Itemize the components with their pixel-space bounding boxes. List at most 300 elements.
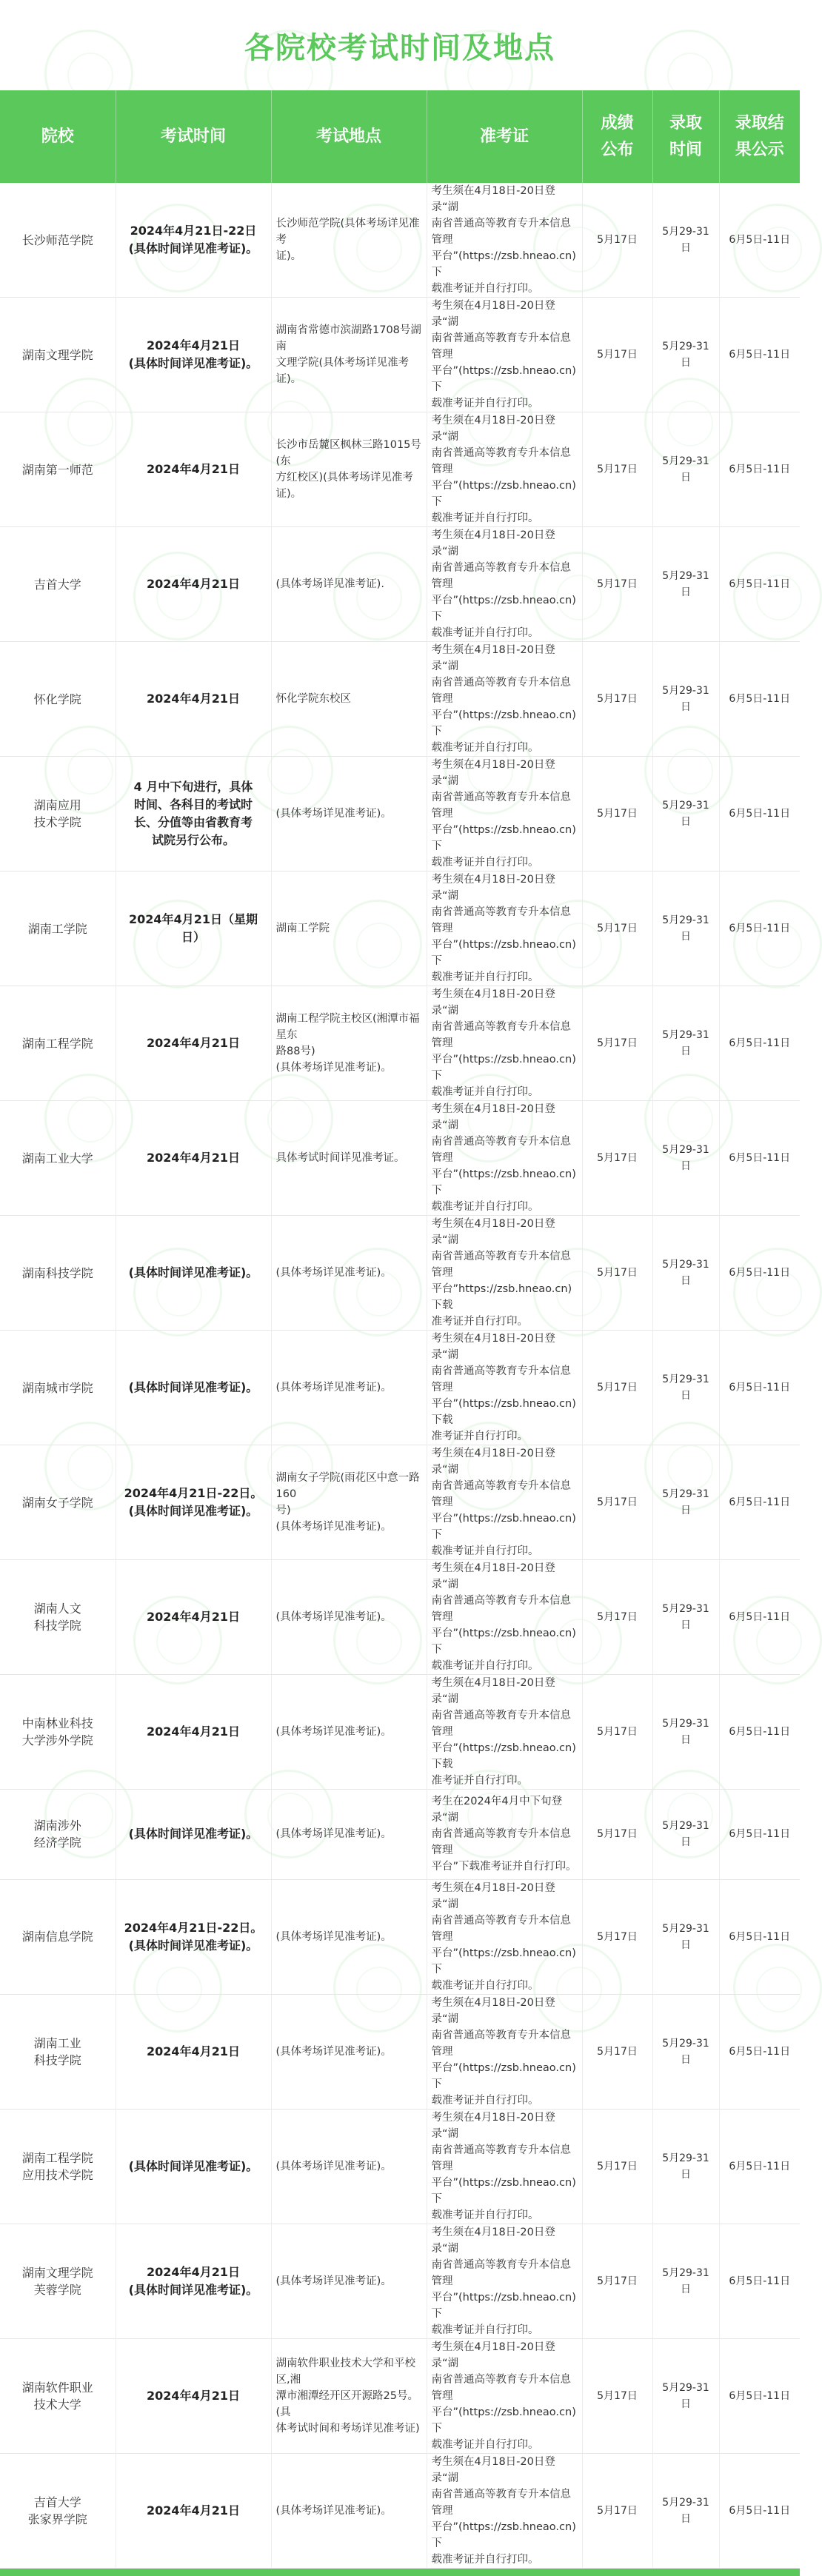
cell-score-release: 5月17日 bbox=[582, 1790, 652, 1880]
cell-school-line: 湖南应用 bbox=[33, 798, 81, 812]
cell-exam-place-line: 体考试时间和考场详见准考证) bbox=[275, 2422, 420, 2435]
cell-school-line: 长沙师范学院 bbox=[21, 232, 93, 247]
cell-school bbox=[0, 1879, 116, 1994]
cell-admission-ticket-line: 平台”(https://zsb.hneao.cn)下 bbox=[431, 480, 576, 508]
cell-score-release: 5月17日 bbox=[582, 412, 652, 527]
cell-exam-place-line: (具体考场详见准考证)。 bbox=[275, 1521, 392, 1533]
cell-exam-time bbox=[116, 757, 271, 872]
cell-result-publicity: 6月5日-11日 bbox=[729, 349, 791, 361]
cell-school-line: 湖南女子学院 bbox=[21, 1495, 93, 1510]
cell-admission-ticket-line: 载准考证并自行打印。 bbox=[431, 857, 539, 869]
cell-exam-place-line: 怀化学院东校区 bbox=[275, 693, 351, 705]
table-row bbox=[0, 2338, 800, 2453]
cell-admission-ticket-line: 载准考证并自行打印。 bbox=[431, 2209, 539, 2221]
cell-result-publicity: 6月5日-11日 bbox=[729, 1152, 791, 1164]
cell-admission-ticket bbox=[427, 2453, 582, 2568]
cell-school-line: 湖南人文 bbox=[33, 1602, 81, 1616]
table-row bbox=[0, 642, 800, 757]
cell-school bbox=[0, 642, 116, 757]
header-admission-ticket: 准考证 bbox=[427, 90, 582, 183]
cell-admission-ticket-line: 考生在2024年4月中下旬登录“湖 bbox=[431, 1796, 563, 1824]
cell-admission-time: 5月29-31日 bbox=[652, 412, 719, 527]
table-row bbox=[0, 1216, 800, 1331]
cell-admission-time: 5月29-31日 bbox=[652, 1445, 719, 1560]
cell-exam-place bbox=[271, 412, 427, 527]
header-exam-time: 考试时间 bbox=[116, 90, 271, 183]
cell-exam-time-line: 2024年4月21日-22日。 bbox=[124, 1920, 263, 1935]
cell-admission-ticket-line: 南省普通高等教育专升本信息管理 bbox=[431, 2258, 571, 2287]
cell-score-release: 5月17日 bbox=[582, 2224, 652, 2338]
cell-school bbox=[0, 1560, 116, 1675]
cell-admission-ticket-line: 平台”(https://zsb.hneao.cn)下 bbox=[431, 709, 576, 737]
cell-admission-ticket-line: 南省普通高等教育专升本信息管理 bbox=[431, 332, 571, 361]
cell-result-publicity: 6月5日-11日 bbox=[729, 1037, 791, 1049]
cell-exam-place-line: (具体考场详见准考证)。 bbox=[275, 1267, 392, 1279]
table-row bbox=[0, 1790, 800, 1880]
cell-exam-time-line: 2024年4月21日 bbox=[147, 2503, 240, 2518]
cell-exam-time-line: 2024年4月21日 bbox=[147, 577, 240, 591]
cell-admission-ticket bbox=[427, 1101, 582, 1216]
cell-exam-time-line: (具体时间详见准考证)。 bbox=[128, 356, 258, 370]
cell-exam-time-line: (具体时间详见准考证)。 bbox=[128, 2158, 258, 2173]
table-row bbox=[0, 1994, 800, 2109]
cell-admission-ticket-line: 南省普通高等教育专升本信息管理 bbox=[431, 906, 571, 934]
cell-result-publicity: 6月5日-11日 bbox=[729, 808, 791, 820]
cell-result-publicity: 6月5日-11日 bbox=[729, 2160, 791, 2172]
cell-exam-place bbox=[271, 183, 427, 298]
cell-exam-time-line: 2024年4月21日 bbox=[147, 1610, 240, 1624]
cell-exam-place-line: 湖南工程学院主校区(湘潭市福星东 bbox=[275, 1013, 420, 1041]
cell-exam-time-line: 2024年4月21日（星期日） bbox=[129, 912, 258, 944]
cell-exam-place bbox=[271, 872, 427, 986]
cell-exam-place-line: (具体考场详见准考证). bbox=[275, 578, 384, 590]
cell-admission-ticket bbox=[427, 872, 582, 986]
cell-admission-ticket bbox=[427, 986, 582, 1101]
cell-school bbox=[0, 1445, 116, 1560]
cell-exam-place bbox=[271, 1560, 427, 1675]
cell-score-release: 5月17日 bbox=[582, 527, 652, 642]
cell-exam-time bbox=[116, 872, 271, 986]
cell-exam-time bbox=[116, 183, 271, 298]
cell-school bbox=[0, 1216, 116, 1331]
cell-exam-time bbox=[116, 2338, 271, 2453]
cell-exam-place bbox=[271, 1331, 427, 1445]
cell-school-line: 中南林业科技 bbox=[21, 1716, 93, 1730]
cell-exam-place-line: 湖南女子学院(雨花区中意一路160 bbox=[275, 1472, 420, 1500]
cell-admission-ticket-line: 平台”下载准考证并自行打印。 bbox=[431, 1861, 577, 1873]
cell-school-line: 湖南信息学院 bbox=[21, 1930, 93, 1944]
cell-admission-ticket-line: 平台”(https://zsb.hneao.cn)下载 bbox=[431, 1398, 576, 1426]
cell-admission-ticket-line: 南省普通高等教育专升本信息管理 bbox=[431, 447, 571, 475]
cell-exam-place-line: (具体考场详见准考证)。 bbox=[275, 808, 392, 820]
cell-admission-ticket-line: 考生须在4月18日-20日登录“湖 bbox=[431, 1218, 555, 1246]
cell-admission-time: 5月29-31日 bbox=[652, 1216, 719, 1331]
cell-admission-ticket bbox=[427, 2224, 582, 2338]
cell-admission-ticket-line: 南省普通高等教育专升本信息管理 bbox=[431, 1480, 571, 1508]
cell-admission-ticket-line: 平台”(https://zsb.hneao.cn)下 bbox=[431, 2406, 576, 2435]
cell-school-line: 湖南文理学院 bbox=[21, 2265, 93, 2280]
cell-admission-ticket-line: 平台”(https://zsb.hneao.cn)下 bbox=[431, 595, 576, 623]
cell-admission-ticket-line: 载准考证并自行打印。 bbox=[431, 2324, 539, 2336]
cell-admission-ticket bbox=[427, 1879, 582, 1994]
cell-admission-ticket-line: 平台”(https://zsb.hneao.cn)下 bbox=[431, 824, 576, 852]
cell-score-release: 5月17日 bbox=[582, 642, 652, 757]
cell-exam-place-line: (具体考场详见准考证)。 bbox=[275, 1828, 392, 1841]
table-row bbox=[0, 412, 800, 527]
cell-admission-ticket-line: 南省普通高等教育专升本信息管理 bbox=[431, 1021, 571, 1049]
cell-admission-ticket-line: 考生须在4月18日-20日登录“湖 bbox=[431, 1562, 555, 1590]
cell-result-publicity: 6月5日-11日 bbox=[729, 1726, 791, 1738]
cell-admission-ticket-line: 南省普通高等教育专升本信息管理 bbox=[431, 2029, 571, 2058]
cell-admission-ticket-line: 准考证并自行打印。 bbox=[431, 1316, 528, 1328]
cell-exam-time-line: (具体时间详见准考证)。 bbox=[128, 1380, 258, 1394]
cell-score-release: 5月17日 bbox=[582, 1675, 652, 1790]
cell-exam-place-line: 潭市湘潭经开区开源路25号。(具 bbox=[275, 2389, 418, 2418]
cell-exam-time-line: 2024年4月21日-22日 bbox=[130, 224, 257, 238]
cell-exam-place bbox=[271, 1790, 427, 1880]
cell-school bbox=[0, 757, 116, 872]
cell-admission-time: 5月29-31日 bbox=[652, 1560, 719, 1675]
cell-school-line: 湖南工学院 bbox=[27, 921, 87, 936]
cell-admission-ticket-line: 平台”(https://zsb.hneao.cn)下 bbox=[431, 365, 576, 393]
cell-school-line: 湖南第一师范 bbox=[21, 462, 93, 477]
cell-admission-ticket bbox=[427, 1994, 582, 2109]
cell-score-release: 5月17日 bbox=[582, 1331, 652, 1445]
cell-exam-place bbox=[271, 2453, 427, 2568]
cell-exam-time-line: 2024年4月21日 bbox=[147, 1036, 240, 1050]
cell-admission-time: 5月29-31日 bbox=[652, 986, 719, 1101]
cell-admission-ticket-line: 南省普通高等教育专升本信息管理 bbox=[431, 1365, 571, 1394]
cell-exam-place bbox=[271, 1216, 427, 1331]
cell-exam-place-line: (具体考场详见准考证)。 bbox=[275, 1382, 392, 1394]
cell-exam-time-line: 长、分值等由省教育考 bbox=[133, 815, 253, 829]
cell-score-release: 5月17日 bbox=[582, 183, 652, 298]
cell-exam-time-line: 2024年4月21日 bbox=[147, 2264, 240, 2279]
cell-admission-ticket-line: 载准考证并自行打印。 bbox=[431, 398, 539, 409]
cell-admission-ticket-line: 载准考证并自行打印。 bbox=[431, 1201, 539, 1213]
cell-admission-ticket-line: 准考证并自行打印。 bbox=[431, 1431, 528, 1442]
cell-school-line: 科技学院 bbox=[33, 2053, 81, 2067]
cell-score-release: 5月17日 bbox=[582, 1994, 652, 2109]
cell-admission-ticket-line: 考生须在4月18日-20日登录“湖 bbox=[431, 529, 555, 558]
cell-admission-ticket-line: 南省普通高等教育专升本信息管理 bbox=[431, 2144, 571, 2172]
cell-admission-time: 5月29-31日 bbox=[652, 2453, 719, 2568]
cell-admission-ticket-line: 平台”(https://zsb.hneao.cn)下 bbox=[431, 1168, 576, 1197]
cell-admission-ticket-line: 平台”(https://zsb.hneao.cn)下 bbox=[431, 2520, 576, 2549]
cell-exam-time-line: (具体时间详见准考证)。 bbox=[128, 241, 258, 255]
cell-school-line: 湖南文理学院 bbox=[21, 347, 93, 362]
cell-admission-time: 5月29-31日 bbox=[652, 2338, 719, 2453]
cell-school-line: 怀化学院 bbox=[33, 692, 81, 706]
cell-school-line: 湖南城市学院 bbox=[21, 1380, 93, 1395]
cell-admission-ticket bbox=[427, 1790, 582, 1880]
cell-admission-ticket-line: 平台”https://zsb.hneao.cn)下载 bbox=[431, 1283, 572, 1311]
cell-exam-place-line: 长沙市岳麓区枫林三路1015号(东 bbox=[275, 439, 421, 467]
cell-school bbox=[0, 1331, 116, 1445]
cell-exam-place bbox=[271, 1994, 427, 2109]
cell-exam-time bbox=[116, 2109, 271, 2224]
cell-admission-ticket-line: 南省普通高等教育专升本信息管理 bbox=[431, 1914, 571, 1943]
cell-admission-ticket-line: 载准考证并自行打印。 bbox=[431, 2553, 539, 2566]
cell-school-line: 吉首大学 bbox=[33, 577, 81, 592]
cell-admission-ticket-line: 载准考证并自行打印。 bbox=[431, 283, 539, 295]
cell-admission-ticket-line: 考生须在4月18日-20日登录“湖 bbox=[431, 1677, 555, 1705]
cell-admission-time: 5月29-31日 bbox=[652, 1879, 719, 1994]
cell-admission-ticket-line: 考生须在4月18日-20日登录“湖 bbox=[431, 874, 555, 902]
cell-exam-time-line: 2024年4月21日 bbox=[147, 692, 240, 706]
cell-result-publicity: 6月5日-11日 bbox=[729, 1828, 791, 1841]
table-row bbox=[0, 183, 800, 298]
cell-admission-time: 5月29-31日 bbox=[652, 183, 719, 298]
cell-admission-ticket-line: 南省普通高等教育专升本信息管理 bbox=[431, 792, 571, 820]
cell-school bbox=[0, 412, 116, 527]
cell-result-publicity: 6月5日-11日 bbox=[729, 923, 791, 934]
cell-admission-ticket-line: 考生须在4月18日-20日登录“湖 bbox=[431, 1103, 555, 1131]
cell-admission-ticket-line: 考生须在4月18日-20日登录“湖 bbox=[431, 1448, 555, 1476]
cell-admission-time: 5月29-31日 bbox=[652, 757, 719, 872]
cell-school-line: 湖南工业大学 bbox=[21, 1151, 93, 1165]
header-result-publicity: 录取结 果公示 bbox=[735, 113, 784, 159]
cell-admission-ticket bbox=[427, 642, 582, 757]
cell-school-line: 吉首大学 bbox=[33, 2495, 81, 2509]
cell-admission-ticket-line: 考生须在4月18日-20日登录“湖 bbox=[431, 415, 555, 443]
table-header bbox=[0, 90, 800, 183]
cell-exam-time-line: (具体时间详见准考证)。 bbox=[128, 1938, 258, 1953]
cell-admission-ticket-line: 平台”(https://zsb.hneao.cn)下 bbox=[431, 939, 576, 967]
cell-admission-ticket-line: 载准考证并自行打印。 bbox=[431, 971, 539, 983]
cell-exam-time-line: 试院另行公布。 bbox=[151, 833, 235, 847]
cell-exam-time-line: 2024年4月21日 bbox=[147, 2044, 240, 2058]
cell-admission-time: 5月29-31日 bbox=[652, 2109, 719, 2224]
cell-exam-time bbox=[116, 298, 271, 412]
cell-exam-place bbox=[271, 1101, 427, 1216]
cell-admission-ticket-line: 平台”(https://zsb.hneao.cn)下 bbox=[431, 2291, 576, 2320]
cell-score-release: 5月17日 bbox=[582, 2338, 652, 2453]
cell-result-publicity: 6月5日-11日 bbox=[729, 1267, 791, 1279]
cell-exam-time-line: 2024年4月21日 bbox=[147, 462, 240, 476]
cell-admission-ticket-line: 考生须在4月18日-20日登录“湖 bbox=[431, 2111, 555, 2140]
cell-exam-place bbox=[271, 298, 427, 412]
cell-admission-ticket bbox=[427, 527, 582, 642]
cell-admission-ticket bbox=[427, 1675, 582, 1790]
cell-admission-time: 5月29-31日 bbox=[652, 872, 719, 986]
cell-result-publicity: 6月5日-11日 bbox=[729, 1496, 791, 1508]
cell-exam-time bbox=[116, 1445, 271, 1560]
cell-school-line: 应用技术学院 bbox=[21, 2167, 93, 2182]
cell-result-publicity: 6月5日-11日 bbox=[729, 1930, 791, 1943]
cell-school-line: 湖南工程学院 bbox=[21, 1036, 93, 1051]
cell-exam-place-line: 具体考试时间详见准考证。 bbox=[275, 1152, 405, 1164]
cell-exam-place-line: (具体考场详见准考证)。 bbox=[275, 1611, 392, 1623]
cell-exam-place-line: (具体考场详见准考证)。 bbox=[275, 1930, 392, 1943]
cell-school-line: 经济学院 bbox=[33, 1836, 81, 1850]
header-score-release: 成绩 公布 bbox=[582, 90, 652, 183]
cell-admission-ticket-line: 南省普通高等教育专升本信息管理 bbox=[431, 2373, 571, 2402]
cell-admission-ticket-line: 平台”(https://zsb.hneao.cn)下载 bbox=[431, 1742, 576, 1770]
cell-admission-ticket-line: 载准考证并自行打印。 bbox=[431, 742, 539, 754]
cell-exam-place-line: 湖南省常德市滨湖路1708号湖南 bbox=[275, 324, 421, 352]
cell-exam-place-line: 方红校区)(具体考场详见准考证)。 bbox=[275, 472, 413, 500]
cell-admission-time: 5月29-31日 bbox=[652, 642, 719, 757]
cell-admission-ticket-line: 准考证并自行打印。 bbox=[431, 1775, 528, 1787]
cell-admission-ticket-line: 载准考证并自行打印。 bbox=[431, 1545, 539, 1557]
cell-admission-ticket-line: 载准考证并自行打印。 bbox=[431, 627, 539, 639]
cell-admission-ticket-line: 载准考证并自行打印。 bbox=[431, 2438, 539, 2451]
cell-score-release: 5月17日 bbox=[582, 1101, 652, 1216]
cell-admission-ticket-line: 考生须在4月18日-20日登录“湖 bbox=[431, 988, 555, 1017]
cell-result-publicity: 6月5日-11日 bbox=[729, 1611, 791, 1623]
table-row bbox=[0, 2453, 800, 2568]
table-row bbox=[0, 1675, 800, 1790]
cell-school bbox=[0, 872, 116, 986]
cell-exam-place-line: (具体考场详见准考证)。 bbox=[275, 2504, 392, 2517]
cell-admission-ticket-line: 考生须在4月18日-20日登录“湖 bbox=[431, 644, 555, 672]
cell-exam-time bbox=[116, 2453, 271, 2568]
cell-result-publicity: 6月5日-11日 bbox=[729, 2389, 791, 2402]
header-school: 院校 bbox=[0, 90, 116, 183]
cell-admission-ticket-line: 平台”(https://zsb.hneao.cn)下 bbox=[431, 1054, 576, 1082]
cell-school bbox=[0, 298, 116, 412]
cell-exam-place-line: 路88号) bbox=[275, 1046, 315, 1057]
cell-exam-time-line: 2024年4月21日 bbox=[147, 2388, 240, 2403]
cell-exam-place-line: (具体考场详见准考证)。 bbox=[275, 1062, 392, 1074]
cell-school bbox=[0, 986, 116, 1101]
cell-school bbox=[0, 1994, 116, 2109]
cell-school bbox=[0, 1101, 116, 1216]
cell-exam-time-line: (具体时间详见准考证)。 bbox=[128, 1504, 258, 1518]
header-exam-place: 考试地点 bbox=[271, 90, 427, 183]
cell-exam-time-line: 2024年4月21日-22日。 bbox=[124, 1486, 263, 1500]
cell-admission-ticket-line: 南省普通高等教育专升本信息管理 bbox=[431, 1828, 571, 1857]
cell-exam-place-line: 文理学院(具体考场详见准考证)。 bbox=[275, 357, 410, 385]
cell-school bbox=[0, 2224, 116, 2338]
cell-admission-ticket-line: 载准考证并自行打印。 bbox=[431, 1660, 539, 1672]
cell-admission-ticket-line: 平台”(https://zsb.hneao.cn)下 bbox=[431, 2176, 576, 2205]
cell-admission-ticket-line: 南省普通高等教育专升本信息管理 bbox=[431, 1251, 571, 1279]
cell-admission-ticket-line: 考生须在4月18日-20日登录“湖 bbox=[431, 1996, 555, 2025]
cell-score-release: 5月17日 bbox=[582, 1216, 652, 1331]
cell-exam-place-line: (具体考场详见准考证)。 bbox=[275, 2160, 392, 2172]
cell-exam-time-line: 时间、各科目的考试时 bbox=[133, 797, 253, 812]
cell-admission-ticket bbox=[427, 1331, 582, 1445]
cell-exam-time bbox=[116, 1331, 271, 1445]
cell-exam-place-line: 湖南工学院 bbox=[275, 923, 330, 934]
cell-admission-ticket-line: 考生须在4月18日-20日登录“湖 bbox=[431, 1881, 555, 1910]
cell-admission-ticket bbox=[427, 1445, 582, 1560]
cell-score-release: 5月17日 bbox=[582, 1560, 652, 1675]
cell-school bbox=[0, 2109, 116, 2224]
cell-admission-ticket bbox=[427, 183, 582, 298]
cell-exam-place-line: (具体考场详见准考证)。 bbox=[275, 1726, 392, 1738]
exam-schedule-table bbox=[0, 90, 800, 2569]
cell-exam-time bbox=[116, 412, 271, 527]
cell-admission-ticket bbox=[427, 412, 582, 527]
cell-score-release: 5月17日 bbox=[582, 1445, 652, 1560]
table-row bbox=[0, 1331, 800, 1445]
cell-admission-ticket-line: 载准考证并自行打印。 bbox=[431, 512, 539, 524]
header-admission-time: 录取 时间 bbox=[652, 90, 719, 183]
cell-exam-place bbox=[271, 2338, 427, 2453]
cell-exam-place-line: 证)。 bbox=[275, 250, 302, 262]
cell-exam-time bbox=[116, 1790, 271, 1880]
cell-admission-ticket-line: 南省普通高等教育专升本信息管理 bbox=[431, 1595, 571, 1623]
cell-exam-time bbox=[116, 642, 271, 757]
table-row bbox=[0, 298, 800, 412]
cell-exam-time bbox=[116, 1101, 271, 1216]
cell-score-release: 5月17日 bbox=[582, 2453, 652, 2568]
cell-admission-ticket bbox=[427, 2109, 582, 2224]
cell-exam-time bbox=[116, 1879, 271, 1994]
cell-admission-time: 5月29-31日 bbox=[652, 1331, 719, 1445]
cell-result-publicity: 6月5日-11日 bbox=[729, 1382, 791, 1394]
cell-school bbox=[0, 1790, 116, 1880]
cell-admission-ticket-line: 平台”(https://zsb.hneao.cn)下 bbox=[431, 1513, 576, 1541]
cell-admission-ticket bbox=[427, 1560, 582, 1675]
cell-admission-ticket-line: 考生须在4月18日-20日登录“湖 bbox=[431, 2341, 555, 2369]
cell-school bbox=[0, 183, 116, 298]
cell-admission-ticket-line: 载准考证并自行打印。 bbox=[431, 1086, 539, 1098]
table-row bbox=[0, 1560, 800, 1675]
cell-exam-place bbox=[271, 986, 427, 1101]
cell-exam-time bbox=[116, 1216, 271, 1331]
cell-school bbox=[0, 527, 116, 642]
cell-admission-ticket-line: 平台”(https://zsb.hneao.cn)下 bbox=[431, 1627, 576, 1656]
cell-admission-time: 5月29-31日 bbox=[652, 1101, 719, 1216]
cell-exam-place-line: 长沙师范学院(具体考场详见准考 bbox=[275, 218, 420, 246]
table-row bbox=[0, 1101, 800, 1216]
cell-school-line: 湖南涉外 bbox=[33, 1819, 81, 1833]
cell-admission-ticket-line: 考生须在4月18日-20日登录“湖 bbox=[431, 300, 555, 328]
cell-exam-time-line: 2024年4月21日 bbox=[147, 1724, 240, 1739]
cell-school-line: 技术大学 bbox=[33, 2397, 81, 2412]
cell-exam-place bbox=[271, 757, 427, 872]
cell-admission-ticket-line: 南省普通高等教育专升本信息管理 bbox=[431, 218, 571, 246]
cell-school-line: 科技学院 bbox=[33, 1619, 81, 1633]
cell-result-publicity: 6月5日-11日 bbox=[729, 2504, 791, 2517]
cell-score-release: 5月17日 bbox=[582, 2109, 652, 2224]
cell-exam-place bbox=[271, 527, 427, 642]
cell-exam-time-line: 2024年4月21日 bbox=[147, 1151, 240, 1165]
cell-admission-ticket-line: 平台”(https://zsb.hneao.cn)下 bbox=[431, 2061, 576, 2090]
cell-school-line: 技术学院 bbox=[33, 815, 81, 829]
cell-school-line: 张家界学院 bbox=[27, 2512, 87, 2526]
cell-school-line: 湖南工程学院 bbox=[21, 2150, 93, 2165]
table-row bbox=[0, 872, 800, 986]
cell-result-publicity: 6月5日-11日 bbox=[729, 2045, 791, 2058]
cell-exam-place bbox=[271, 642, 427, 757]
table-row bbox=[0, 757, 800, 872]
cell-admission-time: 5月29-31日 bbox=[652, 1675, 719, 1790]
cell-admission-ticket-line: 南省普通高等教育专升本信息管理 bbox=[431, 677, 571, 705]
cell-admission-ticket-line: 载准考证并自行打印。 bbox=[431, 1979, 539, 1992]
cell-exam-time bbox=[116, 1675, 271, 1790]
cell-admission-time: 5月29-31日 bbox=[652, 1994, 719, 2109]
cell-result-publicity: 6月5日-11日 bbox=[729, 578, 791, 590]
cell-admission-ticket-line: 考生须在4月18日-20日登录“湖 bbox=[431, 759, 555, 787]
cell-admission-ticket-line: 考生须在4月18日-20日登录“湖 bbox=[431, 1333, 555, 1361]
cell-school bbox=[0, 1675, 116, 1790]
cell-score-release: 5月17日 bbox=[582, 872, 652, 986]
cell-result-publicity: 6月5日-11日 bbox=[729, 693, 791, 705]
cell-score-release: 5月17日 bbox=[582, 757, 652, 872]
cell-school bbox=[0, 2453, 116, 2568]
cell-exam-place bbox=[271, 1879, 427, 1994]
cell-exam-time-line: (具体时间详见准考证)。 bbox=[128, 1265, 258, 1279]
cell-exam-time bbox=[116, 2224, 271, 2338]
cell-exam-time bbox=[116, 527, 271, 642]
cell-exam-place bbox=[271, 2109, 427, 2224]
cell-admission-time: 5月29-31日 bbox=[652, 1790, 719, 1880]
